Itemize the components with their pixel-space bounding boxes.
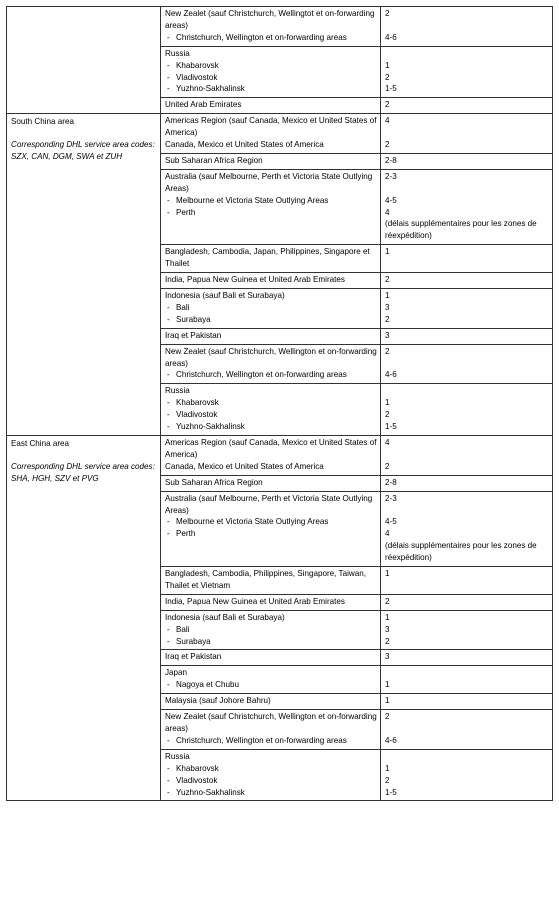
text-line: 4 [385, 207, 390, 217]
spacer [385, 48, 549, 60]
bullet-line: - Khabarovsk [165, 763, 377, 775]
text-line: Iraq et Pakistan [165, 330, 222, 340]
text-line: 1 [385, 60, 390, 70]
text-line: 1-5 [385, 422, 397, 432]
text-line: 4-5 [385, 195, 397, 205]
text-line: 1 [385, 398, 390, 408]
destination-cell [161, 245, 381, 273]
destination-cell [161, 666, 381, 694]
spacer [385, 723, 549, 735]
transit-days-cell [381, 491, 553, 566]
transit-days-cell [381, 666, 553, 694]
text-line: 2 [385, 140, 390, 150]
destination-cell [161, 694, 381, 710]
bullet-line: - Yuzhno-Sakhalinsk [165, 83, 377, 95]
text-line: New Zealet (sauf Christchurch, Wellington et on-forwarding areas) [165, 346, 377, 368]
destination-cell [161, 710, 381, 750]
text-line: 2 [385, 596, 390, 606]
destination-cell [161, 749, 381, 801]
text-line: 1 [385, 696, 390, 706]
text-line: 1 [385, 763, 390, 773]
bullet-line: - Christchurch, Wellington et on-forwarding areas [165, 735, 377, 747]
destination-cell [161, 273, 381, 289]
bullet-line: - Bali [165, 624, 377, 636]
text-line: 4 [385, 116, 390, 126]
destination-cell [161, 567, 381, 595]
spacer [385, 667, 549, 679]
destination-cell [161, 610, 381, 650]
service-area-codes: Corresponding DHL service area codes: SZX, CAN, DGM, SWA et ZUH [11, 140, 155, 162]
spacer [385, 20, 549, 32]
text-line: 4 [385, 529, 390, 539]
transit-days-cell [381, 710, 553, 750]
destination-cell [161, 384, 381, 436]
text-line: Malaysia (sauf Johore Bahru) [165, 696, 271, 706]
text-line: (délais supplémentaires pour les zones de réexpédition) [385, 541, 537, 563]
bullet-line: - Surabaya [165, 314, 377, 326]
text-line: United Arab Emirates [165, 100, 242, 110]
text-line: Russia [165, 48, 190, 58]
text-line: 3 [385, 302, 390, 312]
transit-days-cell [381, 114, 553, 154]
bullet-line: - Khabarovsk [165, 397, 377, 409]
bullet-line: - Khabarovsk [165, 60, 377, 72]
text-line: Bangladesh, Cambodia, Japan, Philippines, Singapore et Thailet [165, 247, 370, 269]
text-line: Russia [165, 751, 190, 761]
text-line: 1-5 [385, 787, 397, 797]
text-line: 4-6 [385, 32, 397, 42]
destination-cell [161, 46, 381, 98]
table-row [7, 435, 553, 475]
transit-days-cell [381, 328, 553, 344]
text-line: 2-8 [385, 155, 397, 165]
text-line: Russia [165, 386, 190, 396]
bullet-line: - Yuzhno-Sakhalinsk [165, 421, 377, 433]
transit-days-cell [381, 650, 553, 666]
transit-time-table [6, 6, 553, 801]
text-line: Australia (sauf Melbourne, Perth et Victoria State Outlying Areas) [165, 171, 373, 193]
text-line: 2 [385, 775, 390, 785]
text-line: 2 [385, 712, 390, 722]
bullet-line: - Surabaya [165, 636, 377, 648]
transit-days-cell [381, 7, 553, 47]
destination-cell [161, 344, 381, 384]
transit-days-cell [381, 567, 553, 595]
text-line: 2-3 [385, 493, 397, 503]
text-line: 1 [385, 291, 390, 301]
destination-cell [161, 435, 381, 475]
spacer [385, 358, 549, 370]
text-line: India, Papua New Guinea et United Arab Emirates [165, 275, 345, 285]
text-line: 1 [385, 612, 390, 622]
transit-days-cell [381, 46, 553, 98]
bullet-line: - Christchurch, Wellington et on-forwarding areas [165, 369, 377, 381]
text-line: 2 [385, 636, 390, 646]
bullet-line: - Vladivostok [165, 409, 377, 421]
text-line: Canada, Mexico et United States of America [165, 140, 324, 150]
bullet-line: - Melbourne et Victoria State Outlying Areas [165, 516, 377, 528]
spacer [385, 183, 549, 195]
destination-cell [161, 169, 381, 244]
text-line: 4-6 [385, 370, 397, 380]
transit-days-cell [381, 475, 553, 491]
destination-cell [161, 650, 381, 666]
bullet-line: - Melbourne et Victoria State Outlying Areas [165, 195, 377, 207]
transit-days-cell [381, 245, 553, 273]
transit-days-cell [381, 749, 553, 801]
text-line: Canada, Mexico et United States of America [165, 461, 324, 471]
region-cell [7, 435, 161, 800]
text-line: Iraq et Pakistan [165, 652, 222, 662]
transit-days-cell [381, 289, 553, 329]
text-line: 2 [385, 314, 390, 324]
destination-cell [161, 594, 381, 610]
destination-cell [161, 7, 381, 47]
text-line: 3 [385, 330, 390, 340]
text-line: 4-5 [385, 517, 397, 527]
text-line: 2 [385, 72, 390, 82]
destination-cell [161, 153, 381, 169]
transit-time-table-body [7, 7, 553, 801]
text-line: 2 [385, 9, 390, 18]
text-line: 1 [385, 247, 390, 257]
transit-days-cell [381, 344, 553, 384]
bullet-line: - Nagoya et Chubu [165, 679, 377, 691]
text-line: Sub Saharan Africa Region [165, 155, 263, 165]
bullet-line: - Vladivostok [165, 775, 377, 787]
text-line: 1 [385, 680, 390, 690]
destination-cell [161, 98, 381, 114]
transit-days-cell [381, 610, 553, 650]
text-line: India, Papua New Guinea et United Arab Emirates [165, 596, 345, 606]
spacer [385, 751, 549, 763]
table-row [7, 114, 553, 154]
region-cell [7, 114, 161, 436]
region-name: South China area [11, 117, 74, 127]
region-cell [7, 7, 161, 114]
text-line: New Zealet (sauf Christchurch, Wellingtot et on-forwarding areas) [165, 9, 375, 30]
destination-cell [161, 289, 381, 329]
destination-cell [161, 328, 381, 344]
text-line: Japan [165, 668, 188, 678]
spacer [385, 505, 549, 517]
transit-days-cell [381, 169, 553, 244]
text-line: 2 [385, 100, 390, 110]
text-line: Indonesia (sauf Bali et Surabaya) [165, 612, 285, 622]
transit-days-cell [381, 435, 553, 475]
text-line: 2 [385, 461, 390, 471]
transit-days-cell [381, 273, 553, 289]
transit-days-cell [381, 594, 553, 610]
text-line: 3 [385, 652, 390, 662]
text-line: 2-3 [385, 171, 397, 181]
destination-cell [161, 491, 381, 566]
text-line: (délais supplémentaires pour les zones de réexpédition) [385, 219, 537, 241]
service-area-codes: Corresponding DHL service area codes: SHA, HGH, SZV et PVG [11, 461, 155, 483]
bullet-line: - Perth [165, 207, 377, 219]
text-line: 2-8 [385, 477, 397, 487]
text-line: Indonesia (sauf Bali et Surabaya) [165, 291, 285, 301]
bullet-line: - Perth [165, 528, 377, 540]
text-line: Bangladesh, Cambodia, Philippines, Singapore, Taiwan, Thailet et Vietnam [165, 569, 366, 590]
spacer [385, 127, 549, 139]
text-line: 1 [385, 569, 390, 579]
text-line: Australia (sauf Melbourne, Perth et Victoria State Outlying Areas) [165, 493, 373, 515]
transit-days-cell [381, 694, 553, 710]
text-line: Sub Saharan Africa Region [165, 477, 263, 487]
transit-days-cell [381, 384, 553, 436]
transit-days-cell [381, 98, 553, 114]
spacer [385, 449, 549, 461]
text-line: 4-6 [385, 735, 397, 745]
text-line: 4 [385, 437, 390, 447]
text-line: 1-5 [385, 84, 397, 94]
text-line: 3 [385, 624, 390, 634]
destination-cell [161, 114, 381, 154]
spacer [385, 385, 549, 397]
bullet-line: - Vladivostok [165, 72, 377, 84]
destination-cell [161, 475, 381, 491]
transit-days-cell [381, 153, 553, 169]
bullet-line: - Yuzhno-Sakhalinsk [165, 787, 377, 799]
text-line: 2 [385, 410, 390, 420]
bullet-line: - Christchurch, Wellington et on-forwarding areas [165, 32, 377, 44]
text-line: Americas Region (sauf Canada, Mexico et United States of America) [165, 116, 377, 138]
text-line: 2 [385, 346, 390, 356]
text-line: Americas Region (sauf Canada, Mexico et United States of America) [165, 437, 377, 459]
table-row [7, 7, 553, 47]
region-name: East China area [11, 438, 70, 448]
text-line: 2 [385, 275, 390, 285]
text-line: New Zealet (sauf Christchurch, Wellington et on-forwarding areas) [165, 712, 377, 733]
bullet-line: - Bali [165, 302, 377, 314]
